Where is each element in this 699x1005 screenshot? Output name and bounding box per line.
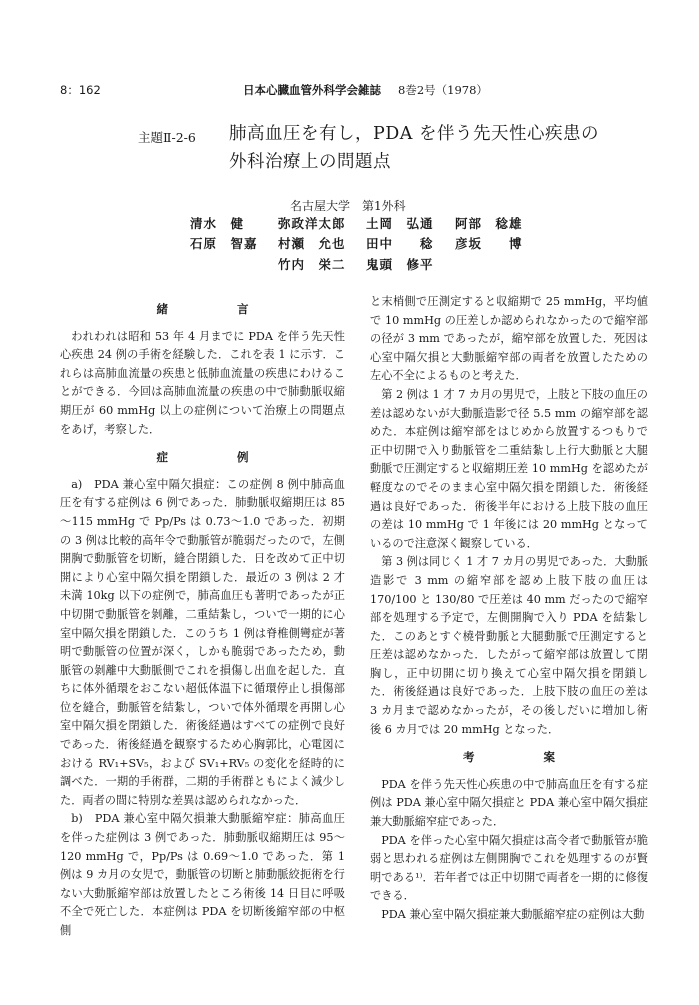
author: 竹内 栄二 [278, 257, 346, 272]
author: 土岡 弘通 [366, 216, 434, 231]
body-paragraph: b) PDA 兼心室中隔欠損兼大動脈縮窄症：肺高血圧を伴った症例は 3 例であった．肺動脈収縮期圧は 95～120 mmHg で，Pp/Ps は 0.69～1.0 であった．第 1 例は 9 カ月の女児で，動脈管の切断と肺動脈絞扼術を行ない大動脈縮窄部は放置したところ術後 14 日目に呼吸不全で死亡した．本症例は PDA を切断後縮窄部の中枢側 [60, 812, 345, 937]
author: 田中 稔 [366, 236, 434, 251]
body-paragraph: a) PDA 兼心室中隔欠損症：この症例 8 例中肺高血圧を有する症例は 6 例であった．肺動脈収縮期圧は 85～115 mmHg で Pp/Ps は 0.73～1.0 であった．初期の 3 例は比較的高年令で動脈管が脆弱だったので，左側開胸で動脈管を切断，縫合閉鎖した．日を改めて正中切開により心室中隔欠損を閉鎖した．最近の 3 例は 2 才未満 10kg 以下の症例で，肺高血圧も著明であったが正中切開で動脈管を剝離，二重結紮し，ついで一期的に心室中隔欠損を閉鎖した．このうち 1 例は脊椎側彎症が著明で動脈管の位置が深く，しかも脆弱であったため，動脈管の剝離中大動脈側でこれを損傷し出血を起した．直ちに体外循環をおこない超低体温下に循環停止し損傷部位を縫合，動脈管を結紮し，ついで体外循環を再開し心室中隔欠損を閉鎖した．術後経過はすべての症例で良好であった．術後経過を観察するため心胸郭比，心電図における RV₁+SV₅，および SV₁+RV₅ の変化を経時的に調べた．一期的手術群，二期的手術群ともによく減少した．両者の間に特別な差異は認められなかった． [60, 477, 345, 807]
affiliation: 名古屋大学 第1外科 [290, 199, 406, 213]
author: 阿部 稔雄 [455, 216, 523, 231]
journal-name: 日本心臓血管外科学会雑誌 [243, 83, 381, 97]
left-column [60, 300, 345, 941]
section-heading-introduction: 緒 言 [156, 302, 278, 316]
page-header [0, 82, 699, 102]
section-heading-cases: 症 例 [156, 450, 278, 465]
right-column [370, 293, 648, 925]
body-paragraph: と末梢側で圧測定すると収縮期で 25 mmHg，平均値で 10 mmHg の圧差しか認められなかったので縮窄部の径が 3 mm であったが，縮窄部を放置した．死因は心室中隔欠損と大動脈縮窄部の両者を放置したための左心不全によるものと考えた． [370, 295, 648, 383]
body-paragraph: PDA を伴う先天性心疾患の中で肺高血圧を有する症例は PDA 兼心室中隔欠損症と PDA 兼心室中隔欠損症兼大動脈縮窄症であった． [370, 777, 648, 829]
author: 彦坂 博 [455, 236, 523, 251]
paper-title-line-2: 外科治療上の問題点 [229, 152, 391, 172]
author: 石原 智嘉 [190, 236, 258, 251]
topic-label: 主題Ⅱ-2-6 [138, 130, 196, 145]
volume-info: 8巻2号（1978） [398, 83, 488, 97]
page-number: 8：162 [60, 83, 101, 97]
paper-title-line-1: 肺高血圧を有し，PDA を伴う先天性心疾患の [229, 124, 600, 144]
author: 弥政洋太郎 [278, 216, 346, 231]
body-paragraph: PDA を伴った心室中隔欠損症は高令者で動脈管が脆弱と思われる症例は左側開胸でこれを処理するのが賢明である¹⁾．若年者では正中切開で両者を一期的に修復できる． [370, 833, 648, 903]
author: 清水 健 [190, 216, 245, 231]
author: 鬼頭 修平 [366, 257, 434, 272]
author: 村瀬 允也 [278, 236, 346, 251]
body-paragraph: 第 3 例は同じく 1 才 7 カ月の男児であった．大動脈造影で 3 mm の縮窄部を認め上肢下肢の血圧は 170/100 と 130/80 で圧差は 40 mm だったので縮窄部を処理する予定で，左側開胸で入り PDA を結紮した．このあとすぐ橈骨動脈と大腿動脈で圧測定すると圧差は認めなかった．したがって縮窄部は放置して閉胸し，正中切開に切り換えて心室中隔欠損を閉鎖した．術後経過は良好であった．上肢下肢の血圧の差は 3 カ月まで認めなかったが，その後しだいに増加し術後 6 カ月では 20 mmHg となった． [370, 555, 648, 736]
section-heading-discussion: 考 案 [463, 750, 584, 765]
body-paragraph: PDA 兼心室中隔欠損症兼大動脈縮窄症の症例は大動 [381, 908, 645, 921]
body-paragraph: 第 2 例は 1 才 7 カ月の男児で，上肢と下肢の血圧の差は認めないが大動脈造影で径 5.5 mm の縮窄部を認めた．本症例は縮窄部をはじめから放置するつもりで正中切開で入り動脈管を二重結紮し上行大動脈と大腿動脈で圧測定すると収縮期圧差 10 mmHg を認めたが軽度なのでそのまま心室中隔欠損を閉鎖した．術後経過は良好であった．術後半年における上肢下肢の血圧の差は 10 mmHg で 1 年後には 20 mmHg となっているので注意深く観察している． [370, 387, 648, 550]
body-paragraph: われわれは昭和 53 年 4 月までに PDA を伴う先天性心疾患 24 例の手術を経験した．これを表 1 に示す．これらは高肺血流量の疾患と低肺血流量の疾患にわけることができる．今回は高肺血流量の疾患の中で肺動脈収縮期圧が 60 mmHg 以上の症例について治療上の問題点をあげ，考察した． [60, 329, 345, 436]
